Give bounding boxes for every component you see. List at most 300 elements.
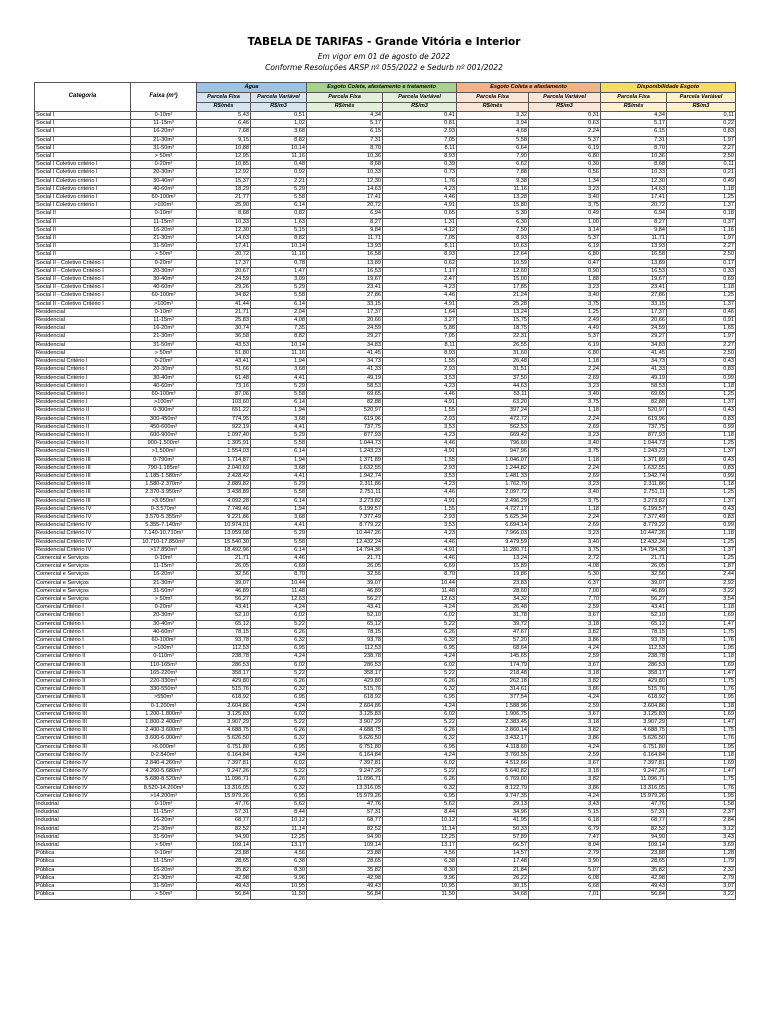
esgoto-trat-fixa-cell: 41,33 [307, 366, 383, 374]
esgoto-afast-fixa-cell: 12,60 [457, 267, 529, 275]
disp-fixa-cell: 737,75 [601, 423, 667, 431]
agua-var-cell: 10,14 [251, 341, 307, 349]
esgoto-trat-fixa-cell: 6.199,57 [307, 505, 383, 513]
esgoto-trat-var-cell: 6,26 [383, 628, 457, 636]
faixa-cell: 8.520-14.200m³ [131, 784, 197, 792]
esgoto-trat-fixa-cell: 69,65 [307, 390, 383, 398]
table-row [35, 423, 736, 431]
disp-fixa-cell: 515,76 [601, 686, 667, 694]
faixa-cell: 30-40m³ [131, 620, 197, 628]
disp-fixa-cell: 358,17 [601, 669, 667, 677]
agua-fixa-cell: 46,89 [197, 587, 251, 595]
esgoto-trat-var-cell: 0,62 [383, 259, 457, 267]
faixa-cell: 0-3.570m³ [131, 505, 197, 513]
disp-var-cell: 1,18 [667, 185, 736, 193]
agua-fixa-cell: 15.540,30 [197, 538, 251, 546]
agua-fixa-cell: 12,30 [197, 226, 251, 234]
disp-fixa-cell: 13.316,05 [601, 784, 667, 792]
categoria-cell: Social II - Coletivo Critério I [35, 259, 131, 267]
esgoto-afast-fixa-cell: 4.512,66 [457, 760, 529, 768]
agua-var-cell: 6,02 [251, 710, 307, 718]
categoria-cell: Residencial Critério IV [35, 538, 131, 546]
table-row [35, 874, 736, 882]
faixa-cell: 31-50m³ [131, 833, 197, 841]
disp-var-cell: 2,50 [667, 251, 736, 259]
table-row [35, 628, 736, 636]
agua-var-cell: 5,58 [251, 440, 307, 448]
esgoto-trat-fixa-cell: 238,78 [307, 653, 383, 661]
esgoto-afast-fixa-cell: 41,95 [457, 817, 529, 825]
esgoto-afast-var-cell: 4,24 [529, 743, 601, 751]
table-row [35, 333, 736, 341]
agua-fixa-cell: 1.097,40 [197, 431, 251, 439]
disp-fixa-cell: 14.794,36 [601, 546, 667, 554]
agua-var-cell: 6,02 [251, 760, 307, 768]
disp-var-cell: 1,75 [667, 628, 736, 636]
disp-var-cell: 0,11 [667, 161, 736, 169]
categoria-cell: Social I [35, 112, 131, 120]
esgoto-trat-fixa-cell: 16,58 [307, 251, 383, 259]
disp-fixa-cell: 94,90 [601, 833, 667, 841]
esgoto-afast-var-cell: 3,14 [529, 226, 601, 234]
disp-var-cell: 1,95 [667, 743, 736, 751]
agua-fixa-cell: 26,05 [197, 563, 251, 571]
agua-var-cell: 5,29 [251, 530, 307, 538]
table-row [35, 284, 736, 292]
categoria-cell: Pública [35, 883, 131, 891]
header-unit-var: R$/m3 [383, 103, 457, 112]
disp-fixa-cell: 68,77 [601, 817, 667, 825]
categoria-cell: Residencial Critério III [35, 497, 131, 505]
esgoto-trat-fixa-cell: 26,05 [307, 563, 383, 571]
disp-var-cell: 3,54 [667, 595, 736, 603]
esgoto-afast-fixa-cell: 47,67 [457, 628, 529, 636]
agua-fixa-cell: 78,15 [197, 628, 251, 636]
esgoto-trat-fixa-cell: 6,94 [307, 210, 383, 218]
esgoto-afast-var-cell: 3,23 [529, 481, 601, 489]
esgoto-trat-var-cell: 4,46 [383, 292, 457, 300]
agua-var-cell: 8,44 [251, 809, 307, 817]
agua-var-cell: 5,29 [251, 284, 307, 292]
esgoto-afast-fixa-cell: 13,24 [457, 308, 529, 316]
disp-var-cell: 1,79 [667, 858, 736, 866]
esgoto-trat-fixa-cell: 7.397,81 [307, 760, 383, 768]
esgoto-trat-fixa-cell: 358,17 [307, 669, 383, 677]
esgoto-trat-var-cell: 7,05 [383, 235, 457, 243]
disp-fixa-cell: 877,93 [601, 431, 667, 439]
agua-fixa-cell: 17,41 [197, 243, 251, 251]
agua-fixa-cell: 4.092,28 [197, 497, 251, 505]
agua-fixa-cell: 25,90 [197, 202, 251, 210]
esgoto-afast-var-cell: 3,75 [529, 546, 601, 554]
categoria-cell: Comercial Critério III [35, 727, 131, 735]
esgoto-trat-var-cell: 4,24 [383, 751, 457, 759]
esgoto-trat-fixa-cell: 8,70 [307, 144, 383, 152]
disp-fixa-cell: 520,97 [601, 407, 667, 415]
agua-var-cell: 11,16 [251, 153, 307, 161]
faixa-cell: 20-30m³ [131, 366, 197, 374]
disp-fixa-cell: 2.311,86 [601, 481, 667, 489]
esgoto-afast-var-cell: 2,59 [529, 702, 601, 710]
agua-fixa-cell: 49,43 [197, 883, 251, 891]
esgoto-afast-var-cell: 2,24 [529, 366, 601, 374]
esgoto-trat-fixa-cell: 8,68 [307, 161, 383, 169]
categoria-cell: Residencial Critério II [35, 415, 131, 423]
faixa-cell: 21-30m³ [131, 235, 197, 243]
disp-var-cell: 0,18 [667, 210, 736, 218]
disp-fixa-cell: 109,14 [601, 842, 667, 850]
esgoto-trat-var-cell: 5,62 [383, 801, 457, 809]
categoria-cell: Residencial Critério I [35, 366, 131, 374]
esgoto-afast-var-cell: 5,37 [529, 235, 601, 243]
disp-var-cell: 1,97 [667, 333, 736, 341]
agua-var-cell: 10,44 [251, 579, 307, 587]
faixa-cell: 40-60m³ [131, 628, 197, 636]
agua-fixa-cell: 10.974,01 [197, 522, 251, 530]
disp-var-cell: 1,37 [667, 202, 736, 210]
esgoto-afast-fixa-cell: 5.640,82 [457, 768, 529, 776]
esgoto-afast-var-cell: 5,15 [529, 809, 601, 817]
faixa-cell: 0-110m³ [131, 653, 197, 661]
disp-var-cell: 3,69 [667, 842, 736, 850]
esgoto-afast-fixa-cell: 5.625,34 [457, 513, 529, 521]
faixa-cell: 1.800-2.400m³ [131, 719, 197, 727]
agua-fixa-cell: 73,16 [197, 382, 251, 390]
faixa-cell: 110-165m³ [131, 661, 197, 669]
esgoto-trat-var-cell: 1,31 [383, 218, 457, 226]
agua-fixa-cell: 34,82 [197, 292, 251, 300]
esgoto-afast-fixa-cell: 28,60 [457, 587, 529, 595]
faixa-cell: 3.600-6.000m³ [131, 735, 197, 743]
faixa-cell: 4.260-5.680m³ [131, 768, 197, 776]
esgoto-afast-fixa-cell: 7.966,03 [457, 530, 529, 538]
table-row [35, 374, 736, 382]
esgoto-trat-var-cell: 7,05 [383, 333, 457, 341]
disp-fixa-cell: 3.125,83 [601, 710, 667, 718]
esgoto-afast-fixa-cell: 11.280,71 [457, 546, 529, 554]
table-row [35, 579, 736, 587]
disp-var-cell: 0,83 [667, 415, 736, 423]
esgoto-trat-fixa-cell: 7,31 [307, 136, 383, 144]
disp-fixa-cell: 1.942,74 [601, 472, 667, 480]
table-row [35, 809, 736, 817]
table-row [35, 669, 736, 677]
esgoto-afast-var-cell: 5,30 [529, 571, 601, 579]
faixa-cell: >1.500m³ [131, 448, 197, 456]
disp-fixa-cell: 11.096,71 [601, 776, 667, 784]
faixa-cell: 11-15m³ [131, 317, 197, 325]
categoria-cell: Comercial Critério III [35, 743, 131, 751]
faixa-cell: 0-2.840m³ [131, 751, 197, 759]
categoria-cell: Social I [35, 136, 131, 144]
disp-fixa-cell: 17,41 [601, 194, 667, 202]
categoria-cell: Residencial [35, 341, 131, 349]
disp-var-cell: 1,69 [667, 760, 736, 768]
esgoto-afast-var-cell: 2,69 [529, 423, 601, 431]
esgoto-afast-fixa-cell: 11,16 [457, 185, 529, 193]
esgoto-trat-var-cell: 5,22 [383, 768, 457, 776]
esgoto-trat-var-cell: 1,55 [383, 456, 457, 464]
table-row [35, 612, 736, 620]
esgoto-afast-fixa-cell: 15,75 [457, 317, 529, 325]
agua-fixa-cell: 3.907,29 [197, 719, 251, 727]
table-row [35, 842, 736, 850]
esgoto-trat-fixa-cell: 5.626,50 [307, 735, 383, 743]
categoria-cell: Comercial Critério II [35, 694, 131, 702]
agua-fixa-cell: 6.751,80 [197, 743, 251, 751]
agua-fixa-cell: 9,15 [197, 136, 251, 144]
faixa-cell: 0-10m³ [131, 801, 197, 809]
agua-var-cell: 5,58 [251, 194, 307, 202]
faixa-cell: 2.840-4.260m³ [131, 760, 197, 768]
disp-fixa-cell: 43,41 [601, 604, 667, 612]
faixa-cell: 0-20m³ [131, 358, 197, 366]
agua-fixa-cell: 61,48 [197, 374, 251, 382]
table-row [35, 702, 736, 710]
esgoto-trat-fixa-cell: 15.979,26 [307, 792, 383, 800]
esgoto-trat-var-cell: 1,55 [383, 358, 457, 366]
esgoto-trat-fixa-cell: 7.377,49 [307, 513, 383, 521]
faixa-cell: >17.850m³ [131, 546, 197, 554]
esgoto-afast-fixa-cell: 8,93 [457, 235, 529, 243]
esgoto-afast-var-cell: 3,18 [529, 768, 601, 776]
disp-fixa-cell: 19,67 [601, 276, 667, 284]
disp-fixa-cell: 21,71 [601, 554, 667, 562]
categoria-cell: Comercial Critério IV [35, 776, 131, 784]
esgoto-afast-var-cell: 6,08 [529, 874, 601, 882]
esgoto-trat-fixa-cell: 12,30 [307, 177, 383, 185]
disp-fixa-cell: 12,30 [601, 177, 667, 185]
esgoto-afast-fixa-cell: 2.383,45 [457, 719, 529, 727]
esgoto-trat-var-cell: 5,88 [383, 325, 457, 333]
categoria-cell: Social II - Coletivo Critério I [35, 300, 131, 308]
faixa-cell: 40-60m³ [131, 284, 197, 292]
esgoto-trat-var-cell: 4,56 [383, 850, 457, 858]
esgoto-trat-var-cell: 6,32 [383, 784, 457, 792]
categoria-cell: Residencial [35, 308, 131, 316]
disp-var-cell: 1,75 [667, 678, 736, 686]
esgoto-trat-fixa-cell: 10.447,26 [307, 530, 383, 538]
table-row [35, 751, 736, 759]
faixa-cell: 0-1.200m³ [131, 702, 197, 710]
esgoto-trat-var-cell: 6,32 [383, 735, 457, 743]
agua-fixa-cell: 3.125,83 [197, 710, 251, 718]
esgoto-trat-var-cell: 3,53 [383, 472, 457, 480]
disp-fixa-cell: 4,34 [601, 112, 667, 120]
agua-var-cell: 1,47 [251, 267, 307, 275]
esgoto-afast-fixa-cell: 63,20 [457, 399, 529, 407]
agua-var-cell: 0,78 [251, 259, 307, 267]
categoria-cell: Social II [35, 226, 131, 234]
table-row [35, 620, 736, 628]
table-row [35, 300, 736, 308]
disp-fixa-cell: 26,05 [601, 563, 667, 571]
disp-fixa-cell: 41,45 [601, 349, 667, 357]
disp-fixa-cell: 29,27 [601, 333, 667, 341]
esgoto-afast-var-cell: 6,80 [529, 153, 601, 161]
faixa-cell: 0-790m³ [131, 456, 197, 464]
disp-var-cell: 1,76 [667, 784, 736, 792]
esgoto-trat-fixa-cell: 11.096,71 [307, 776, 383, 784]
faixa-cell: 21-30m³ [131, 579, 197, 587]
esgoto-afast-var-cell: 1,18 [529, 358, 601, 366]
faixa-cell: 31-50m³ [131, 883, 197, 891]
esgoto-trat-fixa-cell: 82,52 [307, 825, 383, 833]
table-row [35, 801, 736, 809]
esgoto-afast-fixa-cell: 17,48 [457, 858, 529, 866]
agua-fixa-cell: 10,88 [197, 144, 251, 152]
table-row [35, 850, 736, 858]
table-row [35, 153, 736, 161]
categoria-cell: Comercial Critério II [35, 661, 131, 669]
esgoto-afast-fixa-cell: 4.727,17 [457, 505, 529, 513]
agua-var-cell: 5,22 [251, 768, 307, 776]
esgoto-afast-fixa-cell: 44,63 [457, 382, 529, 390]
esgoto-trat-fixa-cell: 112,53 [307, 645, 383, 653]
disp-fixa-cell: 238,78 [601, 653, 667, 661]
agua-var-cell: 6,14 [251, 300, 307, 308]
esgoto-trat-fixa-cell: 20,72 [307, 202, 383, 210]
esgoto-afast-fixa-cell: 377,54 [457, 694, 529, 702]
agua-fixa-cell: 21,77 [197, 194, 251, 202]
esgoto-afast-var-cell: 0,31 [529, 112, 601, 120]
table-row [35, 202, 736, 210]
agua-fixa-cell: 11.096,71 [197, 776, 251, 784]
disp-fixa-cell: 4.688,75 [601, 727, 667, 735]
disp-fixa-cell: 10.447,26 [601, 530, 667, 538]
esgoto-afast-fixa-cell: 31,78 [457, 612, 529, 620]
esgoto-afast-fixa-cell: 3,94 [457, 120, 529, 128]
table-row [35, 177, 736, 185]
faixa-cell: 11-15m³ [131, 563, 197, 571]
esgoto-trat-fixa-cell: 17,41 [307, 194, 383, 202]
esgoto-trat-fixa-cell: 19,67 [307, 276, 383, 284]
esgoto-afast-fixa-cell: 1.244,82 [457, 464, 529, 472]
header-unit-var: R$/m3 [529, 103, 601, 112]
disp-var-cell: 0,49 [667, 177, 736, 185]
categoria-cell: Comercial e Serviços [35, 595, 131, 603]
esgoto-afast-var-cell: 3,86 [529, 735, 601, 743]
esgoto-afast-var-cell: 3,23 [529, 185, 601, 193]
categoria-cell: Industrial [35, 825, 131, 833]
faixa-cell: 2.370-3.950m³ [131, 489, 197, 497]
disp-var-cell: 1,69 [667, 661, 736, 669]
agua-var-cell: 6,32 [251, 686, 307, 694]
faixa-cell: 31-50m³ [131, 341, 197, 349]
faixa-cell: 16-20m³ [131, 866, 197, 874]
agua-fixa-cell: 286,53 [197, 661, 251, 669]
header-parcela-variavel: Parcela Variável [251, 93, 307, 103]
agua-var-cell: 6,69 [251, 563, 307, 571]
disp-var-cell: 0,83 [667, 128, 736, 136]
categoria-cell: Residencial Critério IV [35, 522, 131, 530]
esgoto-afast-fixa-cell: 19,86 [457, 571, 529, 579]
faixa-cell: >100m³ [131, 399, 197, 407]
categoria-cell: Residencial [35, 333, 131, 341]
disp-fixa-cell: 20,66 [601, 317, 667, 325]
table-row [35, 251, 736, 259]
faixa-cell: 3.570-5.355m³ [131, 513, 197, 521]
agua-var-cell: 4,41 [251, 423, 307, 431]
esgoto-trat-var-cell: 4,91 [383, 497, 457, 505]
faixa-cell: 790-1.185m³ [131, 464, 197, 472]
table-row [35, 645, 736, 653]
faixa-cell: 0-10m³ [131, 308, 197, 316]
categoria-cell: Pública [35, 858, 131, 866]
table-row [35, 760, 736, 768]
agua-var-cell: 5,22 [251, 620, 307, 628]
agua-var-cell: 13,17 [251, 842, 307, 850]
esgoto-trat-fixa-cell: 618,92 [307, 694, 383, 702]
categoria-cell: Pública [35, 866, 131, 874]
disp-var-cell: 0,99 [667, 423, 736, 431]
faixa-cell: 16-20m³ [131, 817, 197, 825]
esgoto-afast-var-cell: 3,23 [529, 431, 601, 439]
agua-fixa-cell: 618,92 [197, 694, 251, 702]
esgoto-trat-var-cell: 3,27 [383, 317, 457, 325]
disp-var-cell: 1,95 [667, 645, 736, 653]
categoria-cell: Comercial Critério IV [35, 768, 131, 776]
esgoto-afast-var-cell: 0,56 [529, 169, 601, 177]
faixa-cell: 31-50m³ [131, 243, 197, 251]
agua-fixa-cell: 1.554,03 [197, 448, 251, 456]
disp-fixa-cell: 46,89 [601, 587, 667, 595]
esgoto-trat-var-cell: 2,93 [383, 513, 457, 521]
categoria-cell: Social I Coletivo critério I [35, 194, 131, 202]
disp-var-cell: 1,37 [667, 399, 736, 407]
esgoto-trat-fixa-cell: 2.751,11 [307, 489, 383, 497]
disp-var-cell: 0,69 [667, 276, 736, 284]
table-row [35, 743, 736, 751]
disp-var-cell: 0,43 [667, 456, 736, 464]
disp-var-cell: 1,69 [667, 612, 736, 620]
agua-var-cell: 3,68 [251, 128, 307, 136]
disp-var-cell: 3,07 [667, 883, 736, 891]
table-row [35, 128, 736, 136]
categoria-cell: Comercial Critério I [35, 628, 131, 636]
faixa-cell: 11-15m³ [131, 218, 197, 226]
agua-var-cell: 11,50 [251, 891, 307, 899]
categoria-cell: Social I Coletivo critério I [35, 161, 131, 169]
esgoto-afast-fixa-cell: 3.432,17 [457, 735, 529, 743]
header-faixa: Faixa (m³) [131, 83, 197, 112]
disp-fixa-cell: 28,65 [601, 858, 667, 866]
categoria-cell: Social II - Coletivo Critério I [35, 267, 131, 275]
esgoto-afast-fixa-cell: 6,64 [457, 144, 529, 152]
esgoto-trat-fixa-cell: 1.044,73 [307, 440, 383, 448]
table-row [35, 833, 736, 841]
table-row [35, 349, 736, 357]
esgoto-trat-fixa-cell: 23,88 [307, 850, 383, 858]
esgoto-trat-fixa-cell: 49,19 [307, 374, 383, 382]
categoria-cell: Social II [35, 251, 131, 259]
disp-var-cell: 1,87 [667, 563, 736, 571]
esgoto-trat-fixa-cell: 35,82 [307, 866, 383, 874]
esgoto-afast-fixa-cell: 25,28 [457, 300, 529, 308]
table-row [35, 587, 736, 595]
table-row [35, 604, 736, 612]
esgoto-afast-fixa-cell: 10,59 [457, 259, 529, 267]
agua-var-cell: 6,32 [251, 784, 307, 792]
esgoto-afast-fixa-cell: 669,42 [457, 431, 529, 439]
esgoto-trat-var-cell: 1,64 [383, 308, 457, 316]
esgoto-afast-fixa-cell: 6.694,14 [457, 522, 529, 530]
disp-fixa-cell: 23,88 [601, 850, 667, 858]
agua-var-cell: 12,63 [251, 595, 307, 603]
esgoto-trat-var-cell: 4,23 [383, 382, 457, 390]
agua-fixa-cell: 21,71 [197, 554, 251, 562]
esgoto-trat-var-cell: 6,38 [383, 858, 457, 866]
